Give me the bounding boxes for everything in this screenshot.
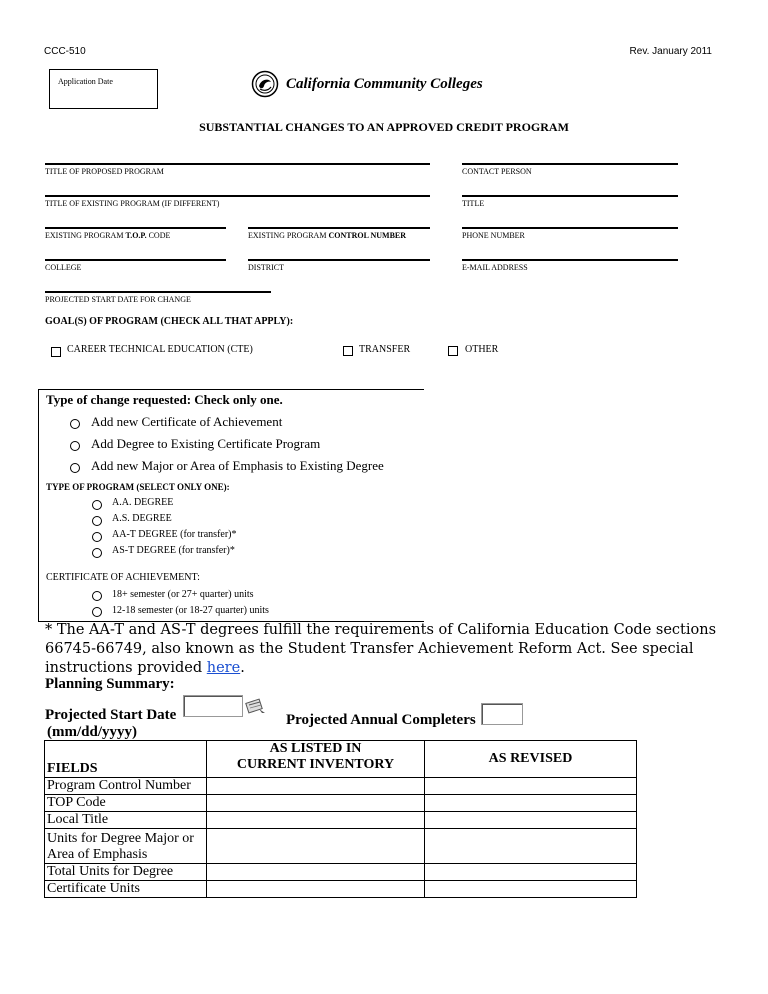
table-row — [45, 778, 637, 795]
control-number-line[interactable] — [248, 227, 430, 229]
start-date-line[interactable] — [45, 291, 271, 293]
cell-current[interactable] — [207, 778, 425, 795]
table-row — [45, 812, 637, 829]
top-code-label-prefix: EXISTING PROGRAM — [45, 231, 126, 240]
program-type-radio-ast[interactable] — [92, 545, 102, 563]
college-seal-icon — [251, 70, 279, 98]
cell-current[interactable] — [207, 829, 425, 864]
other-checkbox[interactable] — [448, 343, 458, 361]
table-header-row — [45, 741, 637, 778]
col-header-current-line2: CURRENT INVENTORY — [236, 757, 395, 772]
district-line[interactable] — [248, 259, 430, 261]
row-label-degree-units: Units for Degree Major or Area of Emphasis — [45, 829, 207, 864]
cte-checkbox[interactable] — [51, 344, 61, 362]
col-header-fields: FIELDS — [45, 741, 207, 778]
cell-revised[interactable] — [425, 795, 637, 812]
change-option-label-1: Add new Certificate of Achievement — [91, 414, 283, 429]
control-number-label-bold: CONTROL NUMBER — [328, 231, 407, 240]
program-type-label-as: A.S. DEGREE — [112, 513, 172, 524]
row-label-local-title: Local Title — [45, 812, 207, 829]
control-number-label — [248, 231, 406, 240]
college-line[interactable] — [45, 259, 226, 261]
row-label-top-code: TOP Code — [45, 795, 207, 812]
cell-revised[interactable] — [425, 864, 637, 881]
change-option-radio-3[interactable] — [70, 460, 80, 478]
title-proposed-label: TITLE OF PROPOSED PROGRAM — [45, 167, 164, 176]
cte-label: CAREER TECHNICAL EDUCATION (CTE) — [67, 344, 253, 355]
cell-revised[interactable] — [425, 881, 637, 898]
change-option-label-2: Add Degree to Existing Certificate Program — [91, 436, 321, 451]
change-option-radio-1[interactable] — [70, 416, 80, 434]
program-type-heading: TYPE OF PROGRAM (SELECT ONLY ONE): — [46, 482, 230, 492]
start-date-field-label: Projected Start Date — [45, 707, 177, 723]
org-name: California Community Colleges — [286, 76, 483, 92]
row-label-certificate-units: Certificate Units — [45, 881, 207, 898]
certificate-label-12: 12-18 semester (or 18-27 quarter) units — [112, 605, 269, 616]
cell-current[interactable] — [207, 795, 425, 812]
program-type-label-ast: AS-T DEGREE (for transfer)* — [112, 545, 235, 556]
contact-person-line[interactable] — [462, 163, 678, 165]
table-row — [45, 795, 637, 812]
transfer-checkbox[interactable] — [343, 343, 353, 361]
revision-date: Rev. January 2011 — [629, 46, 712, 57]
application-date-label: Application Date — [58, 77, 113, 86]
top-code-line[interactable] — [45, 227, 226, 229]
contact-title-label: TITLE — [462, 199, 485, 208]
program-type-label-aat: AA-T DEGREE (for transfer)* — [112, 529, 237, 540]
certificate-radio-12[interactable] — [92, 604, 102, 622]
program-type-label-aa: A.A. DEGREE — [112, 497, 174, 508]
footnote-text: * The AA-T and AS-T degrees fulfill the requirements of California Education Code sections 66745-66749, also known as the Student Transfer Achievement Reform Act. See special instructions provided — [45, 622, 717, 676]
phone-label: PHONE NUMBER — [462, 231, 525, 240]
col-header-revised: AS REVISED — [425, 741, 637, 778]
control-number-label-prefix: EXISTING PROGRAM — [248, 231, 329, 240]
start-date-label: PROJECTED START DATE FOR CHANGE — [45, 295, 191, 304]
cell-current[interactable] — [207, 881, 425, 898]
transfer-label: TRANSFER — [359, 344, 411, 355]
email-label: E-MAIL ADDRESS — [462, 263, 528, 272]
start-date-format-label: (mm/dd/yyyy) — [47, 724, 137, 740]
completers-label: Projected Annual Completers — [286, 712, 476, 728]
cell-revised[interactable] — [425, 812, 637, 829]
cell-current[interactable] — [207, 812, 425, 829]
certificate-heading: CERTIFICATE OF ACHIEVEMENT: — [46, 572, 200, 583]
email-line[interactable] — [462, 259, 678, 261]
phone-line[interactable] — [462, 227, 678, 229]
cell-revised[interactable] — [425, 829, 637, 864]
contact-title-line[interactable] — [462, 195, 678, 197]
calendar-icon[interactable] — [245, 697, 267, 715]
change-option-label-3: Add new Major or Area of Emphasis to Existing Degree — [91, 458, 384, 473]
start-date-input[interactable] — [183, 695, 243, 717]
col-header-current — [207, 741, 425, 778]
title-existing-line[interactable] — [45, 195, 430, 197]
change-option-radio-2[interactable] — [70, 438, 80, 456]
top-code-label-bold: T.O.P. — [125, 231, 147, 240]
row-label-total-units: Total Units for Degree — [45, 864, 207, 881]
table-row — [45, 881, 637, 898]
cell-revised[interactable] — [425, 778, 637, 795]
instructions-link[interactable]: here — [206, 660, 241, 676]
change-type-heading: Type of change requested: Check only one. — [46, 392, 283, 407]
top-code-label — [45, 231, 170, 240]
table-row — [45, 864, 637, 881]
footnote — [45, 621, 735, 678]
top-code-label-suffix: CODE — [146, 231, 171, 240]
table-row — [45, 829, 637, 864]
contact-person-label: CONTACT PERSON — [462, 167, 532, 176]
footnote-end: . — [240, 660, 245, 676]
application-date-box[interactable] — [49, 69, 158, 109]
form-title: SUBSTANTIAL CHANGES TO AN APPROVED CREDIT PROGRAM — [199, 120, 569, 134]
form-id: CCC-510 — [44, 46, 86, 57]
title-proposed-line[interactable] — [45, 163, 430, 165]
cell-current[interactable] — [207, 864, 425, 881]
college-label: COLLEGE — [45, 263, 82, 272]
planning-heading: Planning Summary: — [45, 676, 175, 692]
completers-input[interactable] — [481, 703, 523, 725]
row-label-control-number: Program Control Number — [45, 778, 207, 795]
title-existing-label: TITLE OF EXISTING PROGRAM (IF DIFFERENT) — [45, 199, 220, 208]
fields-table — [44, 740, 637, 898]
other-label: OTHER — [465, 344, 499, 355]
goals-heading: GOAL(S) OF PROGRAM (CHECK ALL THAT APPLY): — [45, 316, 294, 327]
district-label: DISTRICT — [248, 263, 284, 272]
col-header-current-line1: AS LISTED IN — [269, 741, 362, 756]
certificate-label-18: 18+ semester (or 27+ quarter) units — [112, 589, 254, 600]
